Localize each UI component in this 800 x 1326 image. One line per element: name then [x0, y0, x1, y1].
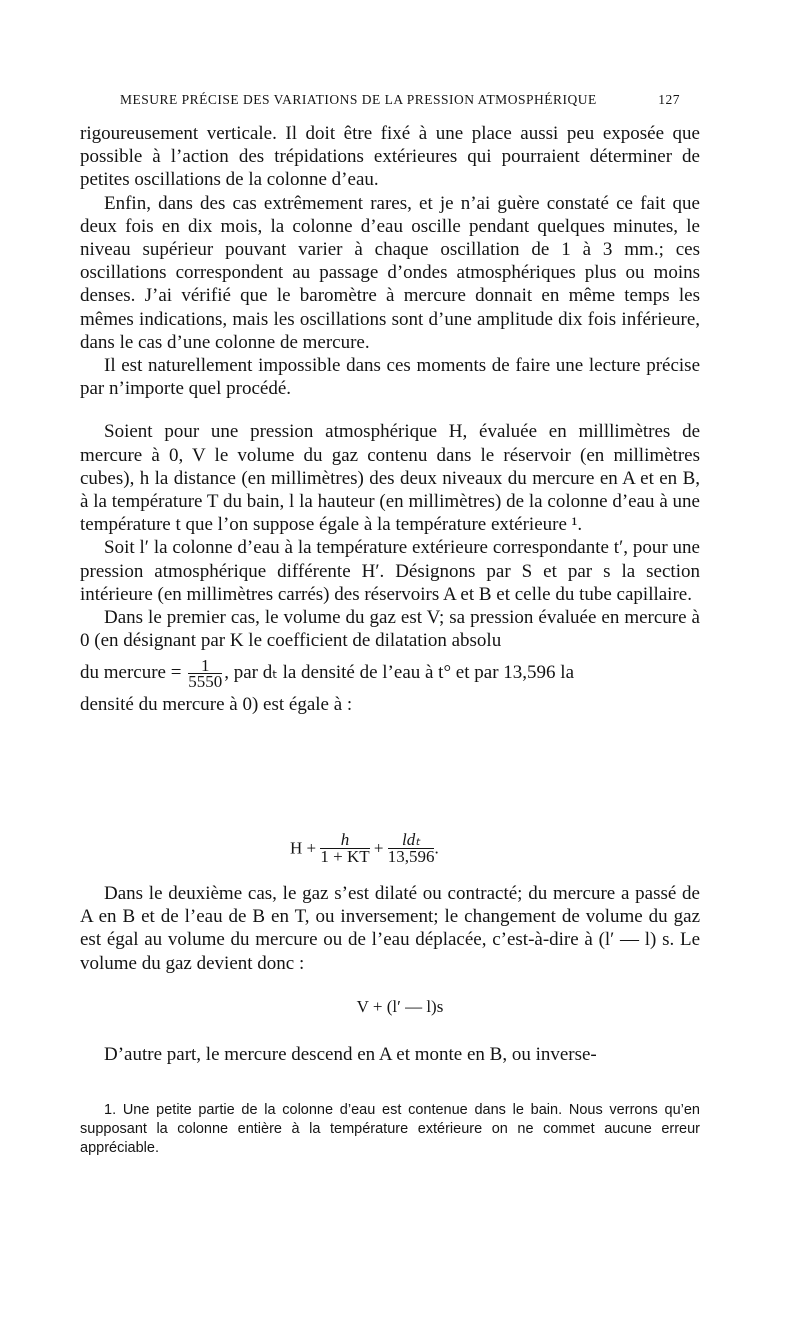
inline-fraction-denominator: 5550	[188, 672, 223, 692]
inline-formula-prefix: du mercure =	[80, 662, 182, 684]
page-number: 127	[658, 92, 680, 107]
paragraph: Dans le premier cas, le volume du gaz est V; sa pression évaluée en mercure à 0 (en désignant par K le coefficient de dilatation absolu	[80, 607, 700, 652]
paragraph: rigoureusement verticale. Il doit être fixé à une place aussi peu exposée que possible à l’action des trépidations extérieures qui pourraient déterminer de petites oscillations de la colonne d’eau.	[80, 123, 700, 191]
equation-plus: +	[373, 838, 384, 858]
running-head-title: MESURE PRÉCISE DES VARIATIONS DE LA PRESSION ATMOSPHÉRIQUE	[120, 92, 597, 107]
footnote-text: 1. Une petite partie de la colonne d’eau est contenue dans le bain. Nous verrons qu’en supposant la colonne entière à la température extérieure on ne commet aucune erreur appréciable.	[80, 1102, 700, 1156]
inline-formula-suffix: , par dₜ la densité de l’eau à t° et par 13,596 la	[224, 662, 574, 684]
equation-fraction-1	[320, 832, 369, 865]
footnote	[80, 1101, 700, 1158]
inline-formula-continuation: densité du mercure à 0) est égale à :	[80, 694, 353, 716]
paragraph: Dans le deuxième cas, le gaz s’est dilaté ou contracté; du mercure a passé de A en B et de l’eau de B en T, ou inversement; le changement de volume du gaz est égal au volume du mercure ou de l’eau déplacée, c’est-à-dire à (l′ — l) s. Le volume du gaz devient donc :	[80, 883, 700, 974]
equation-fraction-1-denominator: 1 + KT	[320, 847, 370, 866]
paragraph: Soient pour une pression atmosphérique H, évaluée en milllimètres de mercure à 0, V le volume du gaz contenu dans le réservoir (en millimètres cubes), h la distance (en millimètres) des deux niveaux du mercure en A et en B, à la température T du bain, l la hauteur (en millimètres) de la colonne d’eau à une température t que l’on suppose égale à la température extérieure ¹.	[80, 421, 700, 536]
equation-volume: V + (l′ — l)s	[356, 997, 444, 1016]
inline-fraction-numerator: 1	[188, 658, 222, 674]
running-head	[120, 92, 680, 114]
equation-lead: H +	[290, 838, 317, 858]
paragraph: Enfin, dans des cas extrêmement rares, et je n’ai guère constaté ce fait que deux fois en dix mois, la colonne d’eau oscille pendant quelques minutes, le niveau supérieur pouvant varier à chaque oscillation de 1 à 3 mm.; ces oscillations correspondent au passage d’ondes atmosphériques plus ou moins denses. J’ai vérifié que le baromètre à mercure donnait en même temps les mêmes indications, mais les oscillations sont d’une amplitude dix fois inférieure, dans le cas d’une colonne de mercure.	[80, 192, 700, 353]
paragraph: Il est naturellement impossible dans ces moments de faire une lecture précise par n’importe quel procédé.	[80, 355, 700, 400]
equation-pressure	[0, 832, 800, 872]
paragraph-after-equation	[80, 882, 700, 975]
equation-fraction-2	[388, 832, 435, 865]
equation-end: .	[434, 838, 439, 858]
equation-fraction-2-numerator: ldₜ	[388, 832, 435, 849]
inline-fraction	[188, 656, 223, 692]
equation-fraction-2-denominator: 13,596	[387, 847, 435, 866]
last-line-block	[80, 1043, 700, 1066]
body-text	[80, 122, 700, 717]
paragraph: Soit l′ la colonne d’eau à la température extérieure correspondante t′, pour une pression atmosphérique différente H′. Désignons par S et par s la section intérieure (en millimètres carrés) des réservoirs A et B et celle du tube capillaire.	[80, 537, 700, 605]
equation-fraction-1-numerator: h	[320, 832, 369, 849]
inline-formula-line	[80, 656, 700, 692]
paragraph: D’autre part, le mercure descend en A et monte en B, ou inverse-	[104, 1044, 597, 1065]
